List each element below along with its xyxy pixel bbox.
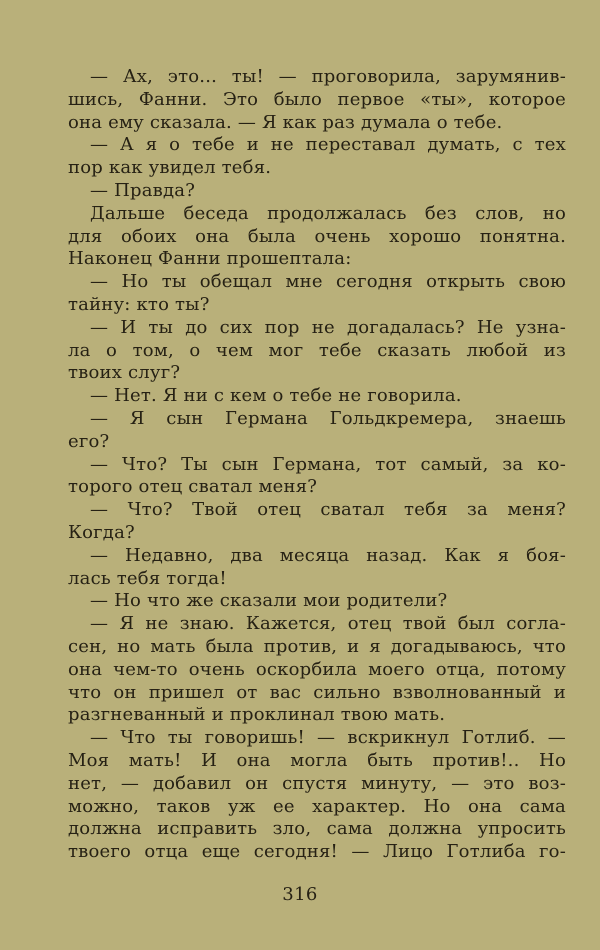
text-line: должна исправить зло, сама должна упросить <box>68 818 566 840</box>
text-line: шись, Фанни. Это было первое «ты», которое <box>68 88 566 110</box>
page-text <box>68 66 566 864</box>
text-line: — Что ты говоришь! — вскрикнул Готлиб. — <box>90 727 566 749</box>
text-line: Наконец Фанни прошептала: <box>68 248 352 270</box>
text-line: — Ах, это... ты! — проговорила, зарумянив- <box>90 66 566 87</box>
text-line: тайну: кто ты? <box>68 293 210 315</box>
text-line: твоих слуг? <box>68 362 181 384</box>
text-line: — Но ты обещал мне сегодня открыть свою <box>90 271 566 293</box>
text-line: — Я сын Германа Гольдкремера, знаешь <box>90 407 566 429</box>
text-line: можно, таков уж ее характер. Но она сама <box>68 795 566 817</box>
text-line: Моя мать! И она могла быть против!.. Но <box>68 749 566 771</box>
text-line: нет, — добавил он спустя минуту, — это воз- <box>68 772 566 794</box>
text-line: твоего отца еще сегодня! — Лицо Готлиба го- <box>68 841 566 863</box>
text-line: ла о том, о чем мог тебе сказать любой из <box>68 339 566 361</box>
text-line: — И ты до сих пор не догадалась? Не узна- <box>90 316 566 338</box>
text-line: — Но что же сказали мои родители? <box>90 590 448 612</box>
text-line: торого отец сватал меня? <box>68 476 318 498</box>
text-line: она ему сказала. — Я как раз думала о тебе. <box>68 111 503 133</box>
text-line: что он пришел от вас сильно взволнованный и <box>68 681 566 703</box>
text-line: для обоих она была очень хорошо понятна. <box>68 225 566 247</box>
page-number: 316 <box>282 884 318 905</box>
text-line: пор как увидел тебя. <box>68 157 272 179</box>
text-line: разгневанный и проклинал твою мать. <box>68 704 446 726</box>
text-line: Дальше беседа продолжалась без слов, но <box>90 202 566 224</box>
text-line: лась тебя тогда! <box>68 567 227 589</box>
text-line: — А я о тебе и не переставал думать, с тех <box>90 134 566 156</box>
text-line: — Что? Ты сын Германа, тот самый, за ко- <box>90 453 566 475</box>
text-line: — Нет. Я ни с кем о тебе не говорила. <box>90 385 462 407</box>
text-line: — Что? Твой отец сватал тебя за меня? <box>90 499 566 521</box>
text-line: — Правда? <box>90 179 196 201</box>
text-line: Когда? <box>68 521 135 543</box>
text-line: она чем-то очень оскорбила моего отца, потому <box>68 658 566 680</box>
text-line: его? <box>68 430 110 452</box>
text-line: — Недавно, два месяца назад. Как я боя- <box>90 544 566 566</box>
text-line: сен, но мать была против, и я догадываюсь, что <box>68 635 566 657</box>
text-line: — Я не знаю. Кажется, отец твой был согла- <box>90 613 566 635</box>
